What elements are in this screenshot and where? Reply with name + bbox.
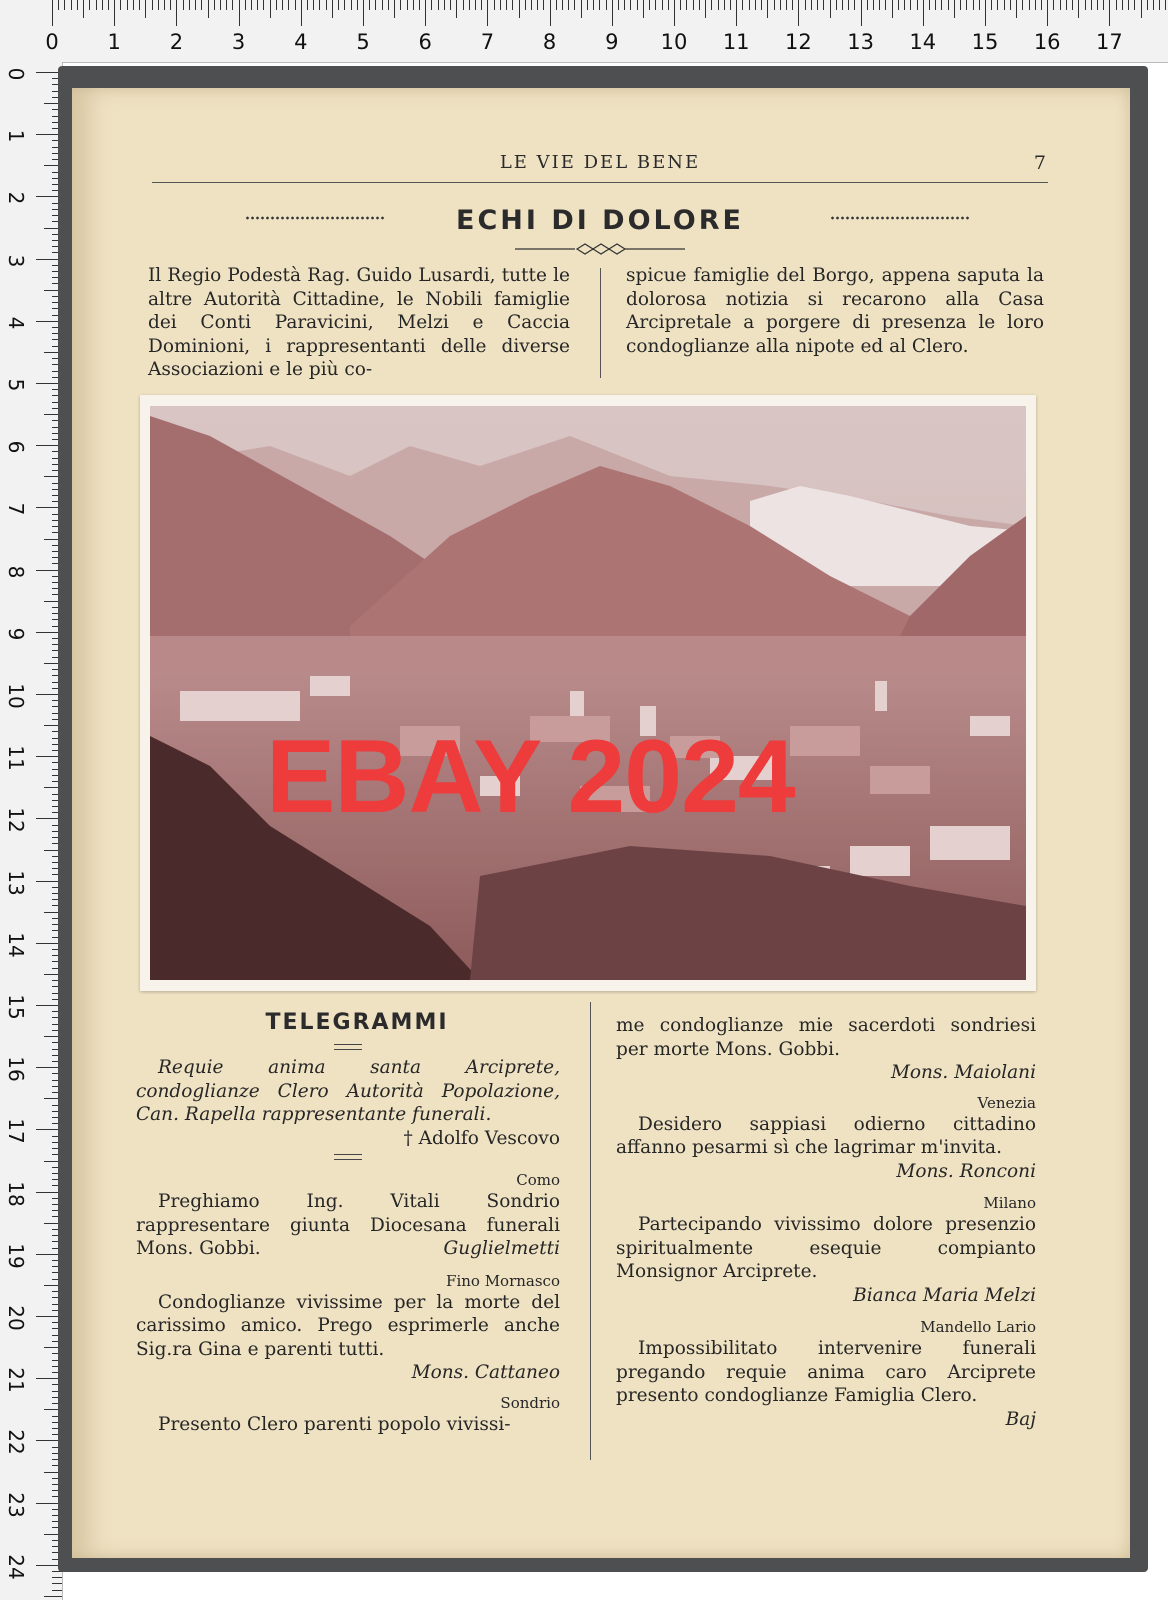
ruler-tick xyxy=(730,0,731,10)
ruler-tick xyxy=(245,0,246,10)
page-number: 7 xyxy=(1033,152,1046,174)
ruler-tick xyxy=(711,0,712,10)
ruler-tick xyxy=(394,0,395,18)
ruler-left-label: 17 xyxy=(4,1118,28,1145)
ruler-tick xyxy=(929,0,930,10)
ruler-top-label: 5 xyxy=(356,30,370,54)
ruler-tick xyxy=(1159,0,1160,10)
ruler-tick xyxy=(817,0,818,10)
ruler-tick xyxy=(718,0,719,10)
telegram-text: Impossibilitato intervenire funerali pregando requie anima caro Arciprete presento condoglianze Famiglia Clero. xyxy=(616,1338,1036,1406)
ruler-tick xyxy=(413,0,414,10)
ruler-top-label: 8 xyxy=(542,30,557,54)
telegram-list-left xyxy=(136,1056,560,1436)
ruler-tick xyxy=(1085,0,1086,10)
ruler-tick xyxy=(1010,0,1011,10)
ruler-tick xyxy=(363,0,364,26)
ruler-tick xyxy=(724,0,725,10)
ruler-left-label: 13 xyxy=(4,869,28,896)
ruler-tick xyxy=(761,0,762,10)
telegram-text: me condoglianze mie sacerdoti sondriesi per morte Mons. Gobbi. xyxy=(616,1015,1036,1060)
ruler-tick xyxy=(985,0,986,26)
telegram-item xyxy=(136,1170,560,1261)
ruler-tick xyxy=(562,0,563,10)
ruler-tick xyxy=(89,0,90,10)
ruler-tick xyxy=(208,0,209,18)
ruler-tick xyxy=(537,0,538,10)
ruler-tick xyxy=(481,0,482,10)
intro-left-column: Il Regio Podestà Rag. Guido Lusardi, tutte le altre Autorità Cittadine, le Nobili famiglie dei Conti Paravicini, Melzi e Caccia Dominioni, i rappresentanti delle diverse Associazioni e le più co- xyxy=(148,265,570,380)
ruler-tick xyxy=(382,0,383,10)
ruler-tick xyxy=(139,0,140,10)
ruler-tick xyxy=(705,0,706,18)
ruler-tick xyxy=(276,0,277,10)
ruler-tick xyxy=(923,0,924,26)
ruler-tick xyxy=(344,0,345,10)
ruler-tick xyxy=(1116,0,1117,10)
ruler-tick xyxy=(388,0,389,10)
ruler-tick xyxy=(1091,0,1092,10)
ruler-tick xyxy=(512,0,513,10)
ruler-left-label: 14 xyxy=(4,932,28,958)
ruler-tick xyxy=(867,0,868,10)
ruler-left-label: 22 xyxy=(4,1429,28,1456)
telegram-separator xyxy=(334,1154,362,1160)
ruler-tick xyxy=(618,0,619,10)
ruler-tick xyxy=(1029,0,1030,10)
ruler-tick xyxy=(519,0,520,18)
ruler-tick xyxy=(226,0,227,10)
telegram-place: Sondrio xyxy=(500,1393,560,1412)
telegram-text: Condoglianze vivissime per la morte del carissimo amico. Prego esprimerle anche Sig.ra Gina e parenti tutti. xyxy=(136,1291,560,1360)
ruler-tick xyxy=(892,0,893,18)
ruler-top-label: 10 xyxy=(660,30,688,54)
ruler-tick xyxy=(830,0,831,18)
ruler-tick xyxy=(979,0,980,10)
ruler-tick xyxy=(879,0,880,10)
ruler-tick xyxy=(1097,0,1098,10)
ruler-tick xyxy=(587,0,588,10)
telegram-text: Presento Clero parenti popolo vivissi- xyxy=(158,1413,511,1435)
ruler-tick xyxy=(52,1577,62,1578)
ruler-tick xyxy=(935,0,936,10)
ruler-tick xyxy=(736,0,737,26)
ruler-tick xyxy=(680,0,681,10)
ruler-tick xyxy=(767,0,768,18)
ruler-tick xyxy=(494,0,495,10)
ruler-top-label: 3 xyxy=(231,30,246,54)
telegram-item xyxy=(616,1193,1036,1307)
ruler-top-label: 1 xyxy=(107,30,121,54)
ruler-tick xyxy=(1153,0,1154,10)
title-rule xyxy=(334,1044,362,1050)
ruler-tick xyxy=(133,0,134,10)
ruler-left-label: 6 xyxy=(4,440,28,454)
ruler-tick xyxy=(550,0,551,26)
ruler-top-label: 7 xyxy=(480,30,495,54)
ruler-top-label: 14 xyxy=(909,30,937,54)
ruler-tick xyxy=(239,0,240,26)
ruler-tick xyxy=(58,0,59,10)
ruler-tick xyxy=(1078,0,1079,18)
telegram-signature: Bianca Maria Melzi xyxy=(853,1284,1036,1306)
ruler-tick xyxy=(630,0,631,10)
ruler-tick xyxy=(64,0,65,10)
ruler-tick xyxy=(83,0,84,18)
ruler-tick xyxy=(127,0,128,10)
ruler-tick xyxy=(469,0,470,10)
ruler-tick xyxy=(1053,0,1054,10)
ruler-tick xyxy=(854,0,855,10)
telegram-text: Requie anima santa Arciprete, condoglianze Clero Autorità Popolazione, Can. Rapella rappresentante funerali. xyxy=(136,1057,560,1125)
ruler-tick xyxy=(749,0,750,10)
ruler-tick xyxy=(257,0,258,10)
ruler-tick xyxy=(357,0,358,10)
ruler-left-label: 12 xyxy=(4,807,28,834)
ruler-tick xyxy=(941,0,942,10)
ruler-tick xyxy=(307,0,308,10)
ruler-tick xyxy=(693,0,694,10)
ruler-left-label: 2 xyxy=(4,192,28,205)
ruler-tick xyxy=(338,0,339,10)
ruler-left-label: 5 xyxy=(4,378,28,392)
ruler-tick xyxy=(904,0,905,10)
ruler-tick xyxy=(780,0,781,10)
running-head xyxy=(152,152,1048,183)
ruler-tick xyxy=(668,0,669,10)
ruler-tick xyxy=(792,0,793,10)
ruler-tick xyxy=(1035,0,1036,10)
ruler-tick xyxy=(1066,0,1067,10)
ruler-tick xyxy=(1141,0,1142,18)
ruler-tick xyxy=(71,0,72,10)
ruler-left-label: 18 xyxy=(4,1180,28,1207)
ruler-tick xyxy=(543,0,544,10)
column-rule-bottom xyxy=(590,1002,591,1460)
ruler-tick xyxy=(183,0,184,10)
telegram-text: Preghiamo Ing. Vitali Sondrio rappresentare giunta Diocesana funerali Mons. Gobbi. xyxy=(136,1191,560,1259)
ruler-tick xyxy=(1134,0,1135,10)
ruler-tick xyxy=(655,0,656,10)
ruler-top-label: 4 xyxy=(294,30,308,54)
ruler-tick xyxy=(214,0,215,10)
ruler-tick xyxy=(805,0,806,10)
telegram-item xyxy=(616,1317,1036,1431)
ruler-tick xyxy=(662,0,663,10)
ruler-left-label: 11 xyxy=(4,745,28,771)
ruler-tick xyxy=(599,0,600,10)
section-title: TELEGRAMMI xyxy=(265,1010,449,1035)
telegram-place: Milano xyxy=(983,1194,1036,1212)
ruler-tick xyxy=(1147,0,1148,10)
ruler-tick xyxy=(991,0,992,10)
ruler-tick xyxy=(52,0,53,26)
ruler-tick xyxy=(917,0,918,10)
ruler-tick xyxy=(332,0,333,18)
ruler-tick xyxy=(438,0,439,10)
ruler-tick xyxy=(674,0,675,26)
ruler-top-label: 0 xyxy=(45,30,59,54)
ruler-tick xyxy=(997,0,998,10)
telegram-text: Partecipando vivissimo dolore presenzio spiritualmente esequie compianto Monsignor Arciprete. xyxy=(616,1214,1036,1282)
ruler-tick xyxy=(164,0,165,10)
column-rule-top xyxy=(600,268,601,378)
ruler-tick xyxy=(755,0,756,10)
ruler-left-label: 8 xyxy=(4,565,28,578)
ruler-tick xyxy=(1165,0,1166,10)
ruler-tick xyxy=(1109,0,1110,26)
ruler-top-label: 15 xyxy=(971,30,999,54)
telegram-item xyxy=(616,1014,1036,1085)
ruler-tick xyxy=(288,0,289,10)
ruler-tick xyxy=(699,0,700,10)
ruler-tick xyxy=(581,0,582,18)
ruler-left-label: 3 xyxy=(4,254,28,267)
ruler-tick xyxy=(77,0,78,10)
ruler-tick xyxy=(475,0,476,10)
ruler-tick xyxy=(189,0,190,10)
ruler-tick xyxy=(319,0,320,10)
ruler-tick xyxy=(102,0,103,10)
ruler-left-label: 23 xyxy=(4,1491,28,1518)
running-head-title: LE VIE DEL BENE xyxy=(499,152,701,173)
ruler-tick xyxy=(431,0,432,10)
ruler-tick xyxy=(96,0,97,10)
ruler-top-label: 12 xyxy=(785,30,812,54)
telegram-signature: Mons. Cattaneo xyxy=(411,1362,560,1383)
ruler-left-label: 4 xyxy=(4,316,28,330)
ruler-tick xyxy=(326,0,327,10)
headline-dots-right xyxy=(830,216,970,220)
ruler-tick xyxy=(487,0,488,26)
intro-right-column: spicue famiglie del Borgo, appena saputa la dolorosa notizia si recarono alla Casa Arcipretale a porgere di presenza le loro condoglianze alla nipote ed al Clero. xyxy=(626,265,1044,357)
ruler-tick xyxy=(463,0,464,10)
telegram-signature: Mons. Maiolani xyxy=(890,1062,1036,1083)
ruler-tick xyxy=(120,0,121,10)
ruler-tick xyxy=(910,0,911,10)
ruler-tick xyxy=(407,0,408,10)
ruler-tick xyxy=(798,0,799,26)
ruler-tick xyxy=(108,0,109,10)
ruler-tick xyxy=(842,0,843,10)
telegram-place: Fino Mornasco xyxy=(446,1271,560,1290)
ebay-watermark: EBAY 2024 xyxy=(266,719,795,835)
ruler-tick xyxy=(898,0,899,10)
ruler-left-label: 10 xyxy=(4,683,28,709)
ruler-tick xyxy=(282,0,283,10)
ruler-tick xyxy=(145,0,146,18)
ruler-tick xyxy=(295,0,296,10)
ruler-left-label: 24 xyxy=(4,1554,28,1580)
ruler-tick xyxy=(232,0,233,10)
ruler-left-label: 7 xyxy=(4,503,28,516)
ruler-tick xyxy=(885,0,886,10)
ruler-top-label: 16 xyxy=(1033,30,1061,54)
ruler-tick xyxy=(1016,0,1017,18)
ruler-tick xyxy=(823,0,824,10)
ruler-tick xyxy=(811,0,812,10)
telegram-item xyxy=(136,1393,560,1437)
ruler-tick xyxy=(1060,0,1061,10)
ruler-tick xyxy=(873,0,874,10)
ruler-tick xyxy=(263,0,264,10)
ruler-tick xyxy=(556,0,557,10)
ruler-tick xyxy=(612,0,613,26)
ruler-tick xyxy=(375,0,376,10)
ruler-tick xyxy=(450,0,451,10)
ruler-tick xyxy=(960,0,961,10)
ruler-tick xyxy=(351,0,352,10)
telegram-text: Desidero sappiasi odierno cittadino affanno pesarmi sì che lagrimar m'invita. xyxy=(616,1113,1036,1158)
ruler-tick xyxy=(114,0,115,26)
ruler-tick xyxy=(686,0,687,10)
ruler-left-label: 0 xyxy=(4,67,28,81)
ruler-tick xyxy=(786,0,787,10)
ruler-tick xyxy=(973,0,974,10)
telegram-place: Mandello Lario xyxy=(920,1318,1036,1336)
ruler-tick xyxy=(301,0,302,26)
ruler-tick xyxy=(170,0,171,10)
ruler-tick xyxy=(201,0,202,10)
town-photo xyxy=(150,406,1026,980)
ruler-tick xyxy=(637,0,638,10)
telegram-item xyxy=(136,1271,560,1385)
ruler-tick xyxy=(774,0,775,10)
ruler-tick xyxy=(643,0,644,18)
ruler-tick xyxy=(220,0,221,10)
ruler-tick xyxy=(1041,0,1042,10)
ruler-tick xyxy=(419,0,420,10)
ruler-left-label: 16 xyxy=(4,1056,28,1082)
telegram-item xyxy=(616,1093,1036,1184)
ruler-tick xyxy=(152,0,153,10)
ruler-tick xyxy=(251,0,252,10)
ruler-tick xyxy=(1122,0,1123,10)
ruler-tick xyxy=(568,0,569,10)
ruler-tick xyxy=(158,0,159,10)
ruler-tick xyxy=(1022,0,1023,10)
telegram-signature: Baj xyxy=(1005,1408,1036,1430)
ruler-tick xyxy=(624,0,625,10)
ruler-left xyxy=(0,62,63,1600)
ruler-tick xyxy=(606,0,607,10)
ruler-tick xyxy=(1103,0,1104,10)
ruler-tick xyxy=(500,0,501,10)
ruler-tick xyxy=(52,1590,62,1591)
ruler-tick xyxy=(176,0,177,26)
ruler-top-label: 13 xyxy=(847,30,874,54)
telegram-signature: Guglielmetti xyxy=(443,1238,560,1259)
ruler-top-label: 11 xyxy=(722,30,750,54)
ruler-tick xyxy=(195,0,196,10)
ruler-top xyxy=(0,0,1168,63)
ruler-tick xyxy=(52,1583,62,1584)
ruler-tick xyxy=(742,0,743,10)
telegram-place: Como xyxy=(516,1171,560,1189)
ruler-tick xyxy=(400,0,401,10)
ornament-divider xyxy=(515,242,685,256)
ruler-tick xyxy=(506,0,507,10)
ruler-left-label: 1 xyxy=(4,129,28,143)
mountain-town-image xyxy=(150,406,1026,980)
telegram-signature: † Adolfo Vescovo xyxy=(403,1127,560,1149)
ruler-tick xyxy=(44,1596,62,1597)
ruler-tick xyxy=(593,0,594,10)
ruler-tick xyxy=(848,0,849,10)
ruler-tick xyxy=(861,0,862,26)
ruler-tick xyxy=(369,0,370,10)
ruler-tick xyxy=(425,0,426,26)
ruler-left-label: 21 xyxy=(4,1367,28,1393)
ruler-left-label: 15 xyxy=(4,994,28,1020)
ruler-tick xyxy=(525,0,526,10)
ruler-top-label: 6 xyxy=(418,30,432,54)
ruler-top-label: 2 xyxy=(169,30,184,54)
ruler-tick xyxy=(1047,0,1048,26)
ruler-tick xyxy=(270,0,271,18)
telegram-item xyxy=(136,1056,560,1150)
ruler-tick xyxy=(1004,0,1005,10)
ruler-left-label: 20 xyxy=(4,1305,28,1331)
ruler-tick xyxy=(531,0,532,10)
ruler-tick xyxy=(966,0,967,10)
ruler-top-label: 17 xyxy=(1096,30,1123,54)
ruler-tick xyxy=(649,0,650,10)
ruler-left-label: 9 xyxy=(4,627,28,641)
ruler-left-label: 19 xyxy=(4,1243,28,1269)
ruler-tick xyxy=(1128,0,1129,10)
telegram-list-right xyxy=(616,1014,1036,1431)
ruler-tick xyxy=(954,0,955,18)
ruler-tick xyxy=(836,0,837,10)
ruler-top-label: 9 xyxy=(605,30,619,54)
ruler-tick xyxy=(1072,0,1073,10)
telegram-signature: Mons. Ronconi xyxy=(896,1160,1036,1182)
headline: ECHI DI DOLORE xyxy=(456,205,744,236)
telegram-place: Venezia xyxy=(977,1093,1036,1112)
ruler-tick xyxy=(456,0,457,18)
ruler-tick xyxy=(313,0,314,10)
ruler-tick xyxy=(444,0,445,10)
ruler-tick xyxy=(948,0,949,10)
ruler-tick xyxy=(574,0,575,10)
